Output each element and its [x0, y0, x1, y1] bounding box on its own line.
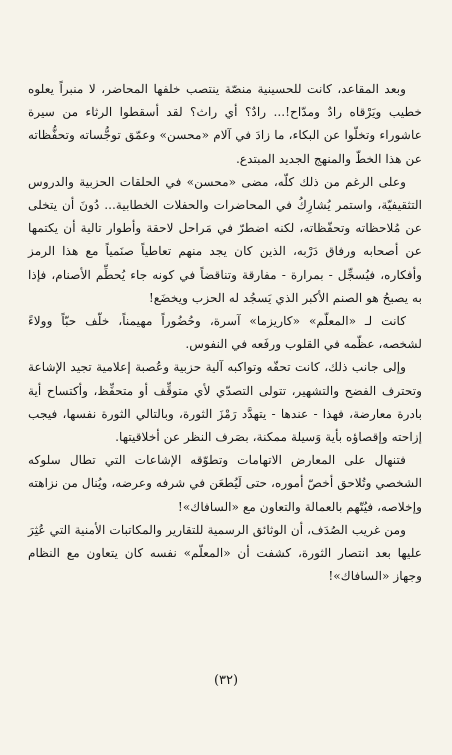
paragraph-1: وبعد المقاعد، كانت للحسينية منصّة ينتصب خلفها المحاضر، لا منبراً يعلوه خطيب ويَرْقاه رادٌ ومدّاح!... رادٌ؟ أي راث؟ لقد أسقطوا الرثاء من سيرة عاشوراء وتخلّوا عن البكاء، ما زادَ في آلام «محسن» وعمّق توجُّساته وتحفُّظاته عن هذا الخطّ والمنهج الجديد المبتدع.	[28, 82, 422, 166]
paragraph-6: ومن غريب الصُدَف، أن الوثائق الرسمية للتقارير والمكاتبات الأمنية التي عُثِرَ عليها بعد انتصار الثورة، كشفت أن «المعلّم» نفسه كان يتعاون مع النظام وجهاز «السافاك»!	[28, 522, 423, 584]
paragraph-3: كانت لـ «المعلّم» «كاريزما» آسرة، وحُضُوراً مهيمناً، خلّف حبّاً وولاءً لشخصه، عظّمه في القلوب ورفَعه في النفوس.	[28, 314, 422, 352]
page-number: (٣٢)	[213, 673, 239, 688]
paragraph-5: فتنهال على المعارض الاتهامات وتطوّقه الإشاعات التي تطال سلوكه الشخصي وتُلاحق أخصّ أموره، حتى لَيُطعَن في شرفه وعرضه، ويُنال من نزاهته وإخلاصه، فيُتّهم بالعمالة والتعاون مع «السافاك»!	[28, 453, 422, 514]
paragraph-4: وإلى جانب ذلك، كانت تحفّه وتواكبه آلية حزبية وعُصبة إعلامية تجيد الإشاعة وتحترف الفضح والتشهير، تتولى التصدّي لأي متوقِّف أو متحفِّظ، وأكتساح أية بادرة معارضة، فهذا - عندها - يتهدَّد رَمْزَ الثورة، وبالتالي الثورة نفسها، فيجب إزاحته وإقصاؤه بأية وَسيلة ممكنة، بصَرف النظر عن أخلاقيتها.	[28, 360, 422, 445]
page-body	[28, 78, 422, 588]
paragraph-2: وعلى الرغم من ذلك كلّه، مضى «محسن» في الحلقات الحزبية والدروس التثقيفيّة، واستمر يُشارِكُ في المحاضرات والحفلات الخطابية... دُونَ أن يتخلى عن مُلاحظاته وتحفّظاته، لكنه اضطرّ في مَراحل لاحقة وأطوار تالية أن يكتمها عن أصحابه ورفاق دَرْبه، الذين كان يجد منهم تعاطياً صنَمياً مع هذا الرمز وأفكاره، فيُسجِّل - بمرارة - مفارقة وتناقضاً في كونه جاء يُحطِّم الأصنام، فإذا به يصبحُ هو الصنم الأكبر الذي يَسجُد له الحزب ويخضَع!	[28, 174, 422, 305]
